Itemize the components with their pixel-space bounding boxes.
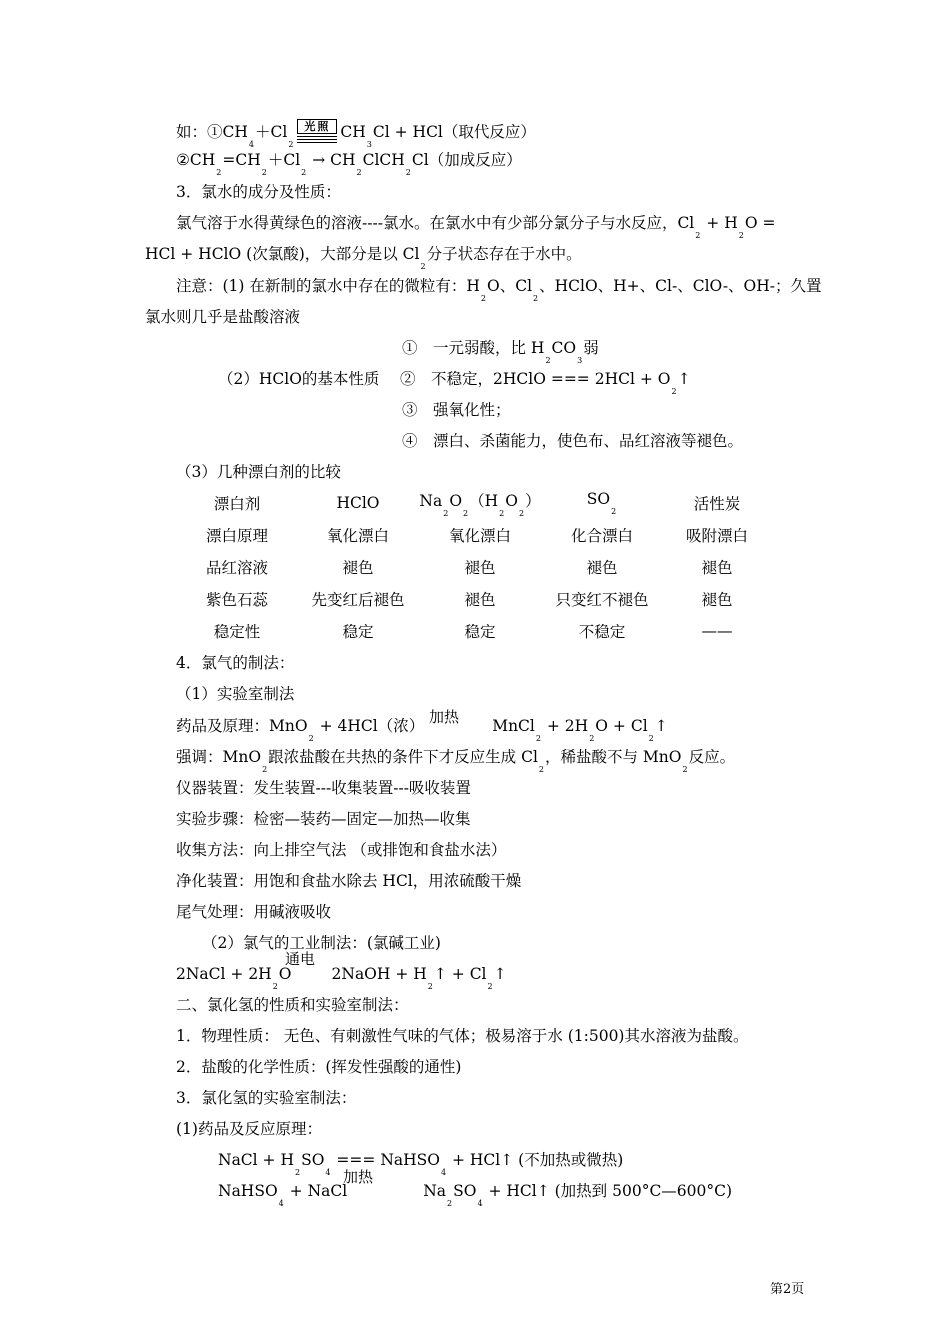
tail-gas-line: 尾气处理：用碱液吸收 <box>176 903 332 921</box>
paragraph-line: 3．氯化氢的实验室制法： <box>176 1089 357 1107</box>
table-cell: —— <box>701 622 733 640</box>
comparison-title: （3）几种漂白剂的比较 <box>176 463 341 481</box>
text: SO <box>453 1182 477 1200</box>
paragraph-line: 2．盐酸的化学性质：(挥发性强酸的通性) <box>176 1058 462 1076</box>
table-header-cell: 漂白剂 <box>213 495 261 513</box>
table-cell: 化合漂白 <box>570 527 633 545</box>
text: ＋Cl <box>267 151 301 169</box>
table-cell: 稳定 <box>342 623 374 641</box>
subscript: 2 <box>480 294 486 303</box>
table-cell: 吸附漂白 <box>685 527 748 545</box>
note-line <box>176 276 822 303</box>
text: ① 一元弱酸，比 H <box>402 339 545 357</box>
subscript: 3 <box>366 140 372 149</box>
text: + HCl↑ (加热到 500°C—600°C) <box>483 1182 733 1200</box>
text: O、Cl <box>487 277 533 295</box>
text: ↑ <box>654 717 668 735</box>
text: NaHSO <box>218 1182 278 1200</box>
text: + NaCl <box>284 1182 348 1200</box>
table-cell: 漂白原理 <box>205 527 268 545</box>
text: ②CH <box>176 151 216 169</box>
text: （H <box>469 491 499 510</box>
hclo-property-1 <box>402 338 599 365</box>
text: 、HClO、H+、Cl-、ClO-、OH-；久置 <box>539 277 822 295</box>
condition-label: 光照 <box>297 119 337 134</box>
text: ClCH <box>362 151 405 169</box>
text: 如：①CH <box>176 123 248 141</box>
table-cell: 褪色 <box>464 591 496 609</box>
hclo-property-2 <box>400 369 691 396</box>
table-cell: 褪色 <box>586 559 618 577</box>
text: O <box>505 491 518 510</box>
subscript: 2 <box>262 765 268 774</box>
text: HCl + HClO (次氯酸)，大部分是以 Cl <box>145 245 420 263</box>
table-row <box>176 583 772 615</box>
apparatus-line: 仪器装置：发生装置---收集装置---吸收装置 <box>176 779 471 797</box>
subscript: 2 <box>447 1199 453 1208</box>
table-cell: 品红溶液 <box>205 559 268 577</box>
text: SO <box>586 490 611 508</box>
hcl-reaction-1 <box>218 1150 623 1177</box>
table-cell: 稳定性 <box>213 623 261 641</box>
page-number: 第2页 <box>770 1282 805 1297</box>
text: ↑ <box>493 965 507 983</box>
text: === NaHSO <box>331 1151 440 1169</box>
text: =CH <box>222 151 261 169</box>
subscript: 2 <box>535 734 541 743</box>
subscript: 2 <box>671 387 677 396</box>
light-condition-arrow <box>295 118 339 146</box>
text: 弱 <box>583 339 599 357</box>
subscript: 2 <box>308 734 314 743</box>
section-heading: 二、氯化氢的性质和实验室制法： <box>176 996 409 1014</box>
paragraph-line: (1)药品及反应原理： <box>176 1120 322 1138</box>
subscript: 2 <box>272 982 278 991</box>
text: 强调：MnO <box>176 748 262 766</box>
text: MnCl <box>492 717 535 735</box>
table-cell: 褪色 <box>342 559 374 577</box>
purification-line: 净化装置：用饱和食盐水除去 HCl，用浓硫酸干燥 <box>176 872 522 890</box>
text: 2NaOH + H <box>331 965 427 983</box>
subscript: 4 <box>440 1168 447 1177</box>
table-cell: 不稳定 <box>578 623 626 641</box>
text: CH <box>340 123 366 141</box>
subscript: 2 <box>545 356 551 365</box>
subscript: 4 <box>248 140 254 149</box>
subscript: 4 <box>278 1199 284 1208</box>
note-line: 氯水则几乎是盐酸溶液 <box>145 308 301 326</box>
table-header-cell: HClO <box>336 494 380 512</box>
text: O <box>449 491 463 510</box>
hclo-property-3: ③ 强氧化性； <box>402 401 511 419</box>
paragraph-line <box>145 244 582 271</box>
text: 药品及原理：MnO <box>176 717 308 735</box>
subscript: 2 <box>294 1168 301 1177</box>
subscript: 4 <box>477 1199 483 1208</box>
text: 反应。 <box>688 748 736 766</box>
text: 分子状态存在于水中。 <box>426 245 582 263</box>
subscript: 2 <box>533 294 539 303</box>
paragraph-line <box>176 213 775 240</box>
text: NaCl + H <box>218 1151 294 1169</box>
text: 注意：(1) 在新制的氯水中存在的微粒有：H <box>176 277 480 295</box>
text: CO <box>551 339 577 357</box>
text: O + Cl <box>595 717 648 735</box>
subscript: 2 <box>538 765 544 774</box>
subscript: 2 <box>420 262 426 271</box>
section-heading: 4．氯气的制法： <box>176 654 295 672</box>
heating-condition-label: 加热 <box>343 1168 374 1186</box>
subscript: 2 <box>463 508 469 518</box>
table-cell: 只变红不褪色 <box>555 591 649 609</box>
section-heading: 3．氯水的成分及性质： <box>176 183 341 201</box>
subscript: 2 <box>301 168 307 177</box>
subscript: 2 <box>288 140 294 149</box>
subscript: 2 <box>738 231 744 240</box>
industrial-reaction-line <box>176 964 507 991</box>
subscript: 3 <box>577 356 583 365</box>
table-cell: 褪色 <box>464 559 496 577</box>
text: Na <box>419 491 443 510</box>
hcl-reaction-2 <box>218 1181 732 1208</box>
hclo-property-4: ④ 漂白、杀菌能力，使色布、品红溶液等褪色。 <box>402 432 744 450</box>
addition-example <box>176 150 522 177</box>
table-cell: 紫色石蕊 <box>205 591 268 609</box>
hclo-properties-label: （2）HClO的基本性质 <box>218 370 380 388</box>
table-cell: 先变红后褪色 <box>311 591 405 609</box>
emphasis-line <box>176 747 735 774</box>
paragraph-line: 1．物理性质： 无色、有刺激性气味的气体；极易溶于水 (1:500)其水溶液为盐酸。 <box>176 1027 749 1045</box>
substitution-example <box>176 118 536 149</box>
subscript: 2 <box>443 508 449 518</box>
subscript: 2 <box>356 168 362 177</box>
bleach-comparison-table <box>176 487 772 647</box>
subsection-heading: （1）实验室制法 <box>176 685 295 703</box>
subscript: 2 <box>695 231 701 240</box>
steps-line: 实验步骤：检密—装药—固定—加热—收集 <box>176 810 471 828</box>
table-row <box>176 615 772 647</box>
table-cell: 氧化漂白 <box>326 527 389 545</box>
text: 跟浓盐酸在共热的条件下才反应生成 Cl <box>268 748 538 766</box>
subscript: 2 <box>499 508 505 518</box>
electrolysis-condition-label: 通电 <box>285 950 316 968</box>
industrial-title: （2）氯气的工业制法：(氯碱工业) <box>202 934 441 952</box>
text: ↑ + Cl <box>433 965 487 983</box>
table-header-row <box>176 487 772 519</box>
text: ＋Cl <box>254 123 288 141</box>
text: SO <box>301 1151 325 1169</box>
table-cell: 氧化漂白 <box>448 527 511 545</box>
table-cell: 褪色 <box>701 559 733 577</box>
text: ） <box>525 491 541 510</box>
table-row <box>176 519 772 551</box>
text: + H <box>701 214 738 232</box>
text: + 4HCl（浓） <box>314 717 425 735</box>
text: 2NaCl + 2H <box>176 965 272 983</box>
table-header-cell <box>542 487 662 519</box>
text: → CH <box>307 151 356 169</box>
subscript: 2 <box>611 507 617 516</box>
text: ↑ <box>677 370 691 388</box>
text: O <box>278 965 292 983</box>
collection-line: 收集方法：向上排空气法 （或排饱和食盐水法） <box>176 841 507 859</box>
table-header-cell: 活性炭 <box>693 495 741 513</box>
text: + HCl↑ (不加热或微热) <box>447 1151 624 1169</box>
heating-condition-label: 加热 <box>429 708 460 726</box>
subscript: 2 <box>261 168 267 177</box>
lab-reaction-line <box>176 716 668 743</box>
table-header-cell <box>418 487 542 519</box>
subscript: 2 <box>487 982 493 991</box>
subscript: 4 <box>325 1168 331 1177</box>
text: ② 不稳定，2HClO === 2HCl + O <box>400 370 671 388</box>
text: + 2H <box>541 717 589 735</box>
subscript: 2 <box>518 508 525 518</box>
text: Cl（加成反应） <box>411 151 522 169</box>
subscript: 2 <box>682 765 688 774</box>
text: Cl + HCl（取代反应） <box>372 123 536 141</box>
subscript: 2 <box>216 168 222 177</box>
table-cell: 褪色 <box>701 591 733 609</box>
text: ，稀盐酸不与 MnO <box>545 748 682 766</box>
subscript: 2 <box>427 982 433 991</box>
text: 氯气溶于水得黄绿色的溶液----氯水。在氯水中有少部分氯分子与水反应，Cl <box>176 214 695 232</box>
text: O = <box>744 214 776 232</box>
table-row <box>176 551 772 583</box>
subscript: 2 <box>405 168 411 177</box>
text: Na <box>423 1182 447 1200</box>
subscript: 2 <box>648 734 654 743</box>
table-cell: 稳定 <box>464 623 496 641</box>
subscript: 2 <box>589 734 595 743</box>
